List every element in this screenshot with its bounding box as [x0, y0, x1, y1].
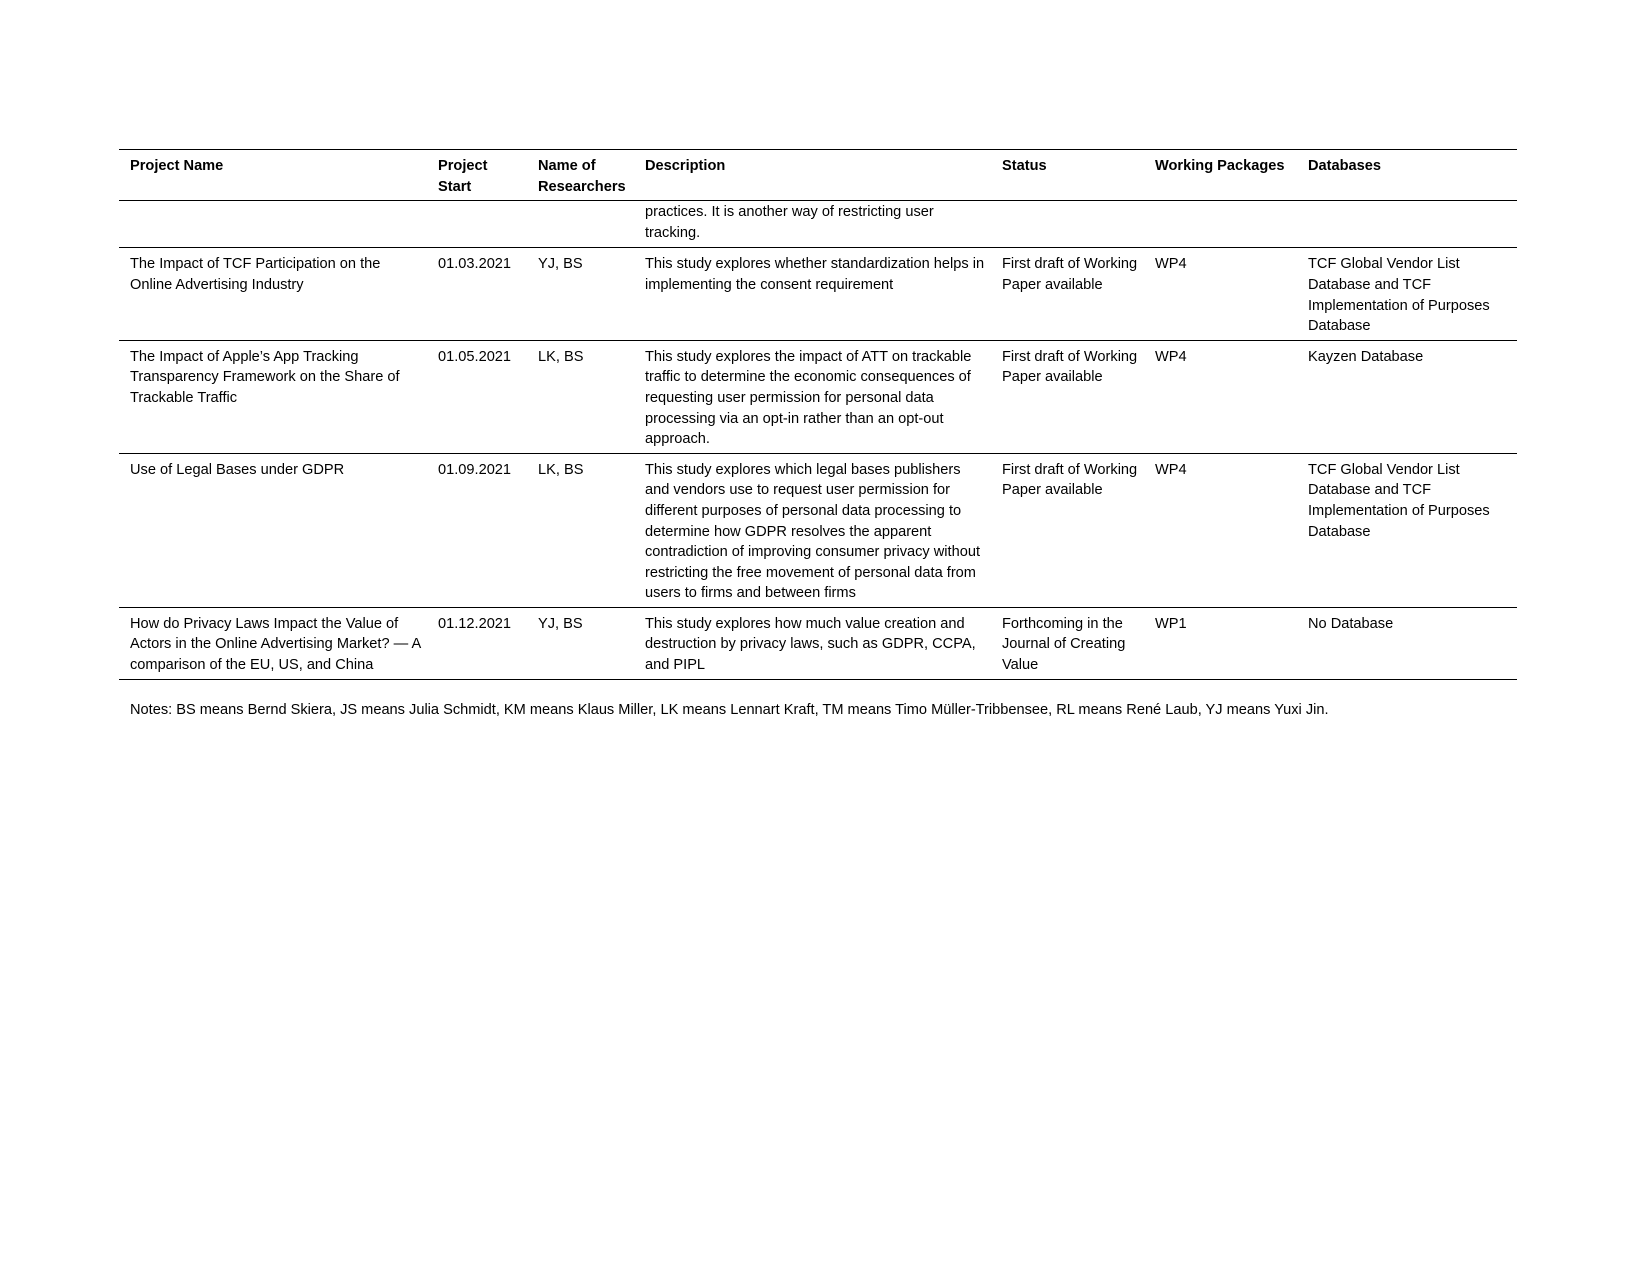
header-researchers: Name of Researchers — [538, 158, 626, 195]
cell-databases — [1297, 201, 1517, 248]
header-databases: Databases — [1308, 158, 1382, 174]
table-row — [119, 340, 1517, 453]
cell-working-packages: WP1 — [1155, 615, 1187, 632]
cell-status: First draft of Working Paper available — [1002, 461, 1138, 499]
cell-working-packages: WP4 — [1155, 348, 1187, 365]
header-row — [119, 150, 1517, 201]
cell-description: This study explores the impact of ATT on trackable traffic to determine the economic consequences of requesting user permission for personal data processing via an opt-in rather than an opt-out approach. — [645, 348, 972, 448]
cell-researchers: LK, BS — [538, 461, 584, 478]
cell-working-packages: WP4 — [1155, 256, 1187, 273]
cell-project-start: 01.05.2021 — [438, 348, 512, 365]
header-status: Status — [1002, 158, 1047, 174]
cell-databases: TCF Global Vendor List Database and TCF Implementation of Purposes Database — [1308, 461, 1490, 540]
cell-status: First draft of Working Paper available — [1002, 348, 1138, 386]
cell-status: Forthcoming in the Journal of Creating Value — [1002, 615, 1126, 674]
table-row — [119, 248, 1517, 340]
header-working-packages: Working Packages — [1155, 158, 1285, 174]
cell-working-packages — [1144, 201, 1297, 248]
cell-project-name: Use of Legal Bases under GDPR — [130, 461, 345, 478]
cell-project-start: 01.03.2021 — [438, 256, 512, 273]
cell-status — [991, 201, 1144, 248]
header-project-start: Project Start — [438, 158, 488, 195]
cell-project-name: The Impact of Apple’s App Tracking Transparency Framework on the Share of Trackable Traffic — [130, 348, 400, 406]
cell-description: practices. It is another way of restricting user tracking. — [645, 204, 934, 241]
cell-description: This study explores whether standardization helps in implementing the consent requirement — [645, 256, 985, 293]
table-header — [119, 150, 1517, 201]
projects-table — [119, 149, 1517, 680]
cell-researchers: YJ, BS — [538, 256, 583, 273]
cell-project-name: How do Privacy Laws Impact the Value of Actors in the Online Advertising Market? — A comparison of the EU, US, and China — [130, 615, 421, 674]
table-body — [119, 201, 1517, 679]
cell-project-start — [427, 201, 527, 248]
cell-project-start: 01.09.2021 — [438, 461, 512, 478]
cell-status: First draft of Working Paper available — [1002, 256, 1138, 293]
table-row-continuation — [119, 201, 1517, 248]
cell-databases: No Database — [1308, 615, 1394, 632]
cell-databases: Kayzen Database — [1308, 348, 1424, 365]
table-row — [119, 453, 1517, 607]
table-notes: Notes: BS means Bernd Skiera, JS means Julia Schmidt, KM means Klaus Miller, LK means Lennart Kraft, TM means Timo Müller-Tribbensee, RL means René Laub, YJ means Yuxi Jin. — [130, 702, 1329, 718]
table-row — [119, 607, 1517, 679]
cell-researchers — [527, 201, 634, 248]
cell-project-name — [119, 201, 427, 248]
cell-databases: TCF Global Vendor List Database and TCF Implementation of Purposes Database — [1308, 256, 1490, 335]
cell-working-packages: WP4 — [1155, 461, 1187, 478]
cell-description: This study explores which legal bases publishers and vendors use to request user permission for different purposes of personal data processing to determine how GDPR resolves the apparent contradiction of improving consumer privacy without restricting the free movement of personal data from users to firms and between firms — [645, 461, 980, 602]
header-description: Description — [645, 158, 726, 174]
cell-project-name: The Impact of TCF Participation on the Online Advertising Industry — [130, 256, 381, 293]
cell-project-start: 01.12.2021 — [438, 615, 512, 632]
cell-researchers: LK, BS — [538, 348, 584, 365]
cell-description: This study explores how much value creation and destruction by privacy laws, such as GDPR, CCPA, and PIPL — [645, 615, 976, 674]
header-project-name: Project Name — [130, 158, 224, 174]
cell-researchers: YJ, BS — [538, 615, 583, 632]
